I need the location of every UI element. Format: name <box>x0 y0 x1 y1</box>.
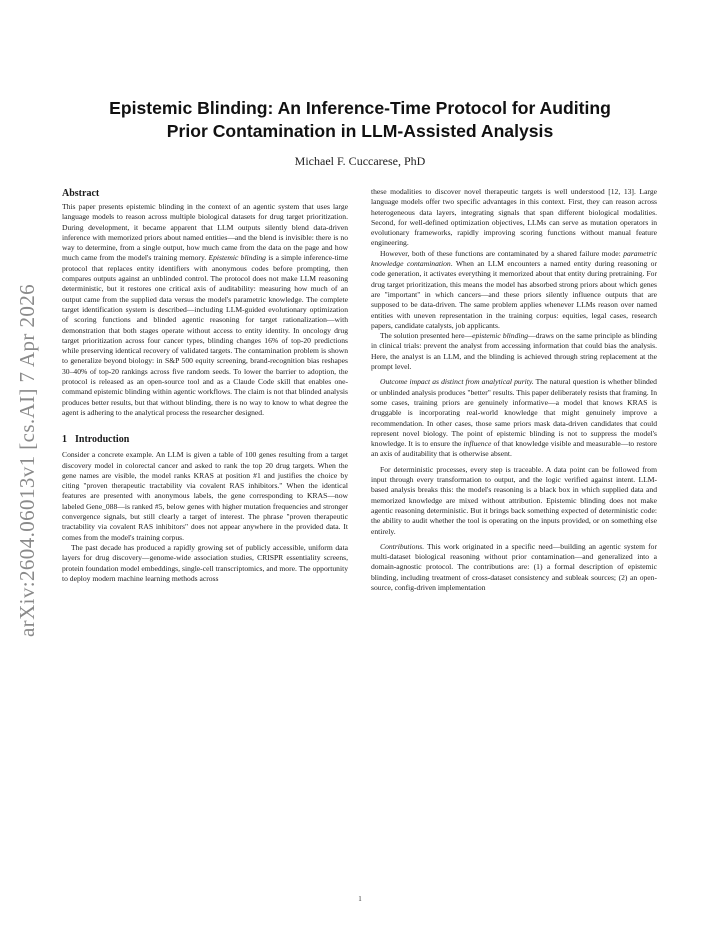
intro-paragraph-8: Contributions. This work originated in a specific need—building an agentic system for multi-dataset biological reasoning without prior contamination—and generalized into a domain-agnostic protocol. The contributions are: (1) a formal description of epistemic blinding, including treatment of cross-dataset consistency and subleak sources; (2) an open-source, config-driven implementation <box>371 541 657 592</box>
author-name: Michael F. Cuccarese, PhD <box>294 154 426 168</box>
section-number: 1 <box>62 434 67 446</box>
arxiv-identifier: arXiv:2604.06013v1 [cs.AI] 7 Apr 2026 <box>15 283 40 637</box>
paragraph-lead-contributions: Contributions. <box>380 541 425 551</box>
term-epistemic-blinding: epistemic blinding <box>472 331 529 341</box>
intro-paragraph-5: The solution presented here—epistemic blinding—draws on the same principle as blinding in clinical trials: prevent the analyst from accessing information that could bias the analysis. Here, the analyst is an LLM, and the blinding is achieved through string replacement at the prompt level. <box>371 331 658 372</box>
term-parametric-contamination: parametric knowledge contamination <box>371 248 657 269</box>
intro-paragraph-7: For deterministic processes, every step is traceable. A data point can be followed from input through every transformation to output, and the logic verified against intent. LLM-based analysis breaks this: the model's reasoning is a black box in which supplied data and memorized knowledge are mixed without attribution. Epistemic blinding does not make agentic reasoning deterministic. But it brings back something expected of deterministic code: the ability to audit whether the tool is operating on the inputs provided, or on something else entirely. <box>371 464 657 536</box>
section-heading-introduction <box>62 433 348 446</box>
left-column <box>62 187 348 584</box>
intro-paragraph-6: Outcome impact as distinct from analytical purity. The natural question is whether blinded or unblinded analysis produces "better" results. This paper deliberately resists that framing. In some cases, training priors are genuinely informative—a model that knows KRAS is druggable is incorporating real-world knowledge that might genuinely improve a recommendation. In other cases, those same priors mask data-driven candidates that could represent novel biology. The point of epistemic blinding is not to suppress the model's knowledge. It is to ensure the influence of that knowledge visible and measurable—to restore an axis of auditability that is otherwise absent. <box>371 377 657 459</box>
term-influence: influence <box>463 439 492 449</box>
title-line-2: Prior Contamination in LLM-Assisted Analysis <box>166 121 554 141</box>
page-number: 1 <box>358 895 362 903</box>
paper-title <box>60 97 660 143</box>
intro-paragraph-4: However, both of these functions are contaminated by a shared failure mode: parametric knowledge contamination. When an LLM encounters a named entity during reasoning or code generation, it activates everything it memorized about that entity during pretraining. For drug target prioritization, this means the model has absorbed strong priors about which genes are "important" in which cancers—and these priors silently influence outputs that are supposed to be data-driven. The same problem applies whenever LLMs reason over named entities with uneven representation in the training corpus: equities, legal cases, research papers, candidate catalysts, job applicants. <box>371 248 657 330</box>
intro-paragraph-1: Consider a concrete example. An LLM is given a table of 100 genes resulting from a target discovery model in colorectal cancer and asked to rank the top 20 drug targets. When the gene names are visible, the model ranks KRAS at position #1 and justifies the choice by citing "proven therapeutic tractability via covalent RAS inhibitors." When the identical features are presented with anonymous labels, the gene corresponding to KRAS—now labeled Gene_088—is ranked #5, below genes with higher mutation frequencies and stronger convergence signals, but still clearly a target of interest. The phrase "proven therapeutic tractability via covalent RAS inhibitors" does not appear anywhere in the provided data. It comes from the model's training corpus. <box>62 450 348 542</box>
abstract-term: Epistemic blinding <box>208 253 266 263</box>
arxiv-identifier-stamp <box>6 240 50 680</box>
section-title: Introduction <box>75 434 130 446</box>
intro-paragraph-2: The past decade has produced a rapidly growing set of publicly accessible, uniform data layers for drug discovery—genome-wide association studies, CRISPR essentiality screens, protein foundation model embeddings, single-cell transcriptomics, and more. The opportunity to deploy modern machine learning methods across <box>62 542 348 583</box>
intro-paragraph-3: these modalities to discover novel therapeutic targets is well understood [12, 13]. Large language models offer two specific advantages in this context. First, they can reason across heterogeneous data layers, integrating signals that span different biological modalities. Second, for well-defined optimization objectives, LLMs can serve as mutation operators in evolutionary frameworks, rapidly improving scoring functions without manual feature engineering. <box>371 187 657 248</box>
abstract-text: This paper presents epistemic blinding in the context of an agentic system that uses large language models to reason across multiple biological datasets for drug target prioritization. During development, it became apparent that LLM outputs silently blend data-driven inference with memorized priors about named entities—and the blend is invisible: there is no way to determine, from a single output, how much came from the data on the page and how much came from the model's training memory. Epistemic blinding is a simple inference-time protocol that replaces entity identifiers with anonymous codes before prompting, then compares outputs against an unblinded control. The protocol does not make LLM reasoning deterministic, but it restores one critical axis of auditability: measuring how much of an output came from the supplied data versus the model's parametric knowledge. The complete target identification system is described—including LLM-guided evolutionary optimization of scoring functions and blinded agentic reasoning for target rationalization—with demonstration that both stages operate without access to entity identity. In oncology drug target prioritization across four cancer types, blinding changes 16% of top-20 predictions while preserving identical recovery of validated targets. The contamination problem is shown to generalize beyond biology: in S&P 500 equity screening, brand-recognition bias reshapes 30–40% of top-20 rankings across five random seeds. To lower the barrier to adoption, the protocol is released as an open-source tool and as a Claude Code skill that enables one-command epistemic blinding within agentic workflows. The claim is not that blinded analysis produces better results, but that without blinding, there is no way to know to what degree the agent is adhering to the analytical process the researcher designed. <box>62 202 348 417</box>
paragraph-lead-outcome: Outcome impact as distinct from analytical purity. <box>380 377 534 387</box>
title-line-1: Epistemic Blinding: An Inference-Time Protocol for Auditing <box>109 98 611 118</box>
right-column <box>371 187 657 593</box>
abstract-heading: Abstract <box>62 188 100 199</box>
